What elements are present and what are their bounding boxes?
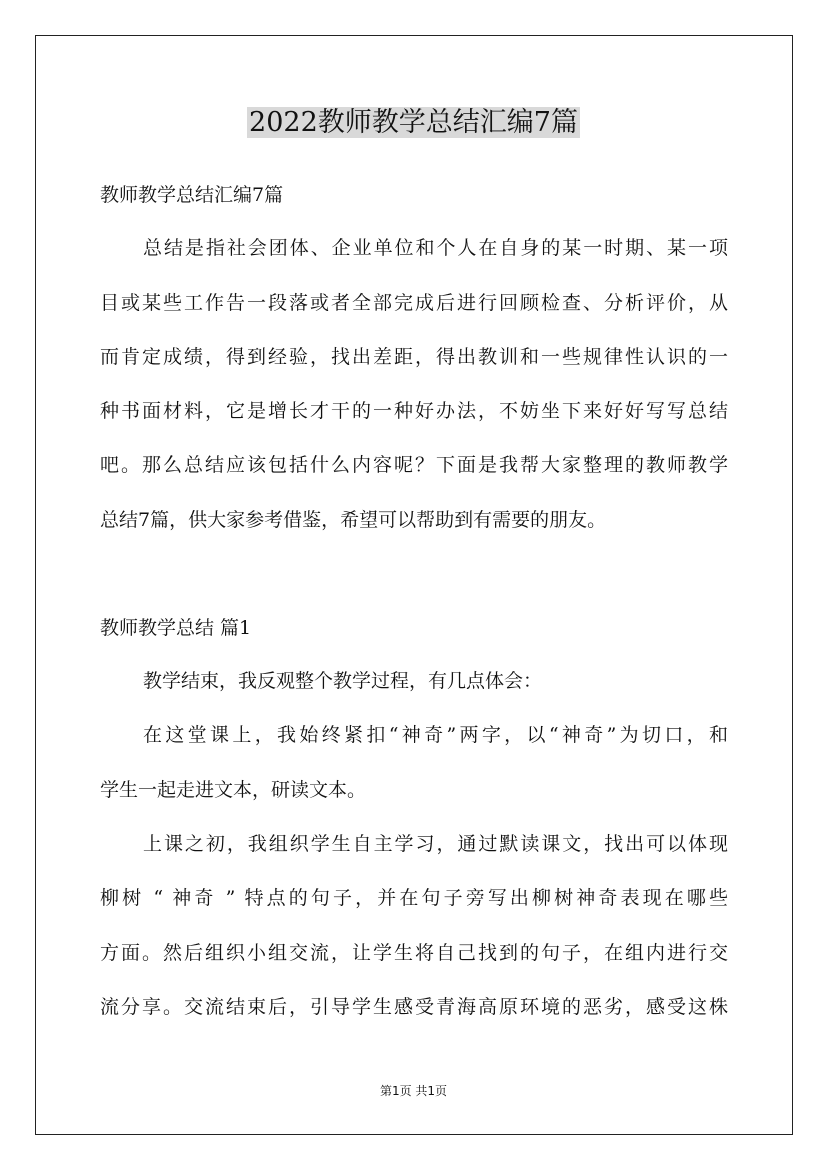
paragraph-line: 学生一起走进文本，研读文本。 [100, 779, 367, 801]
paragraph-line: 柳树 “ 神奇 ” 特点的句子，并在句子旁写出柳树神奇表现在哪些 [100, 887, 728, 909]
section-heading: 教师教学总结 篇1 [100, 617, 252, 639]
paragraph-line: 总结是指社会团体、企业单位和个人在自身的某一时期、某一项 [143, 237, 728, 259]
paragraph-line: 目或某些工作告一段落或者全部完成后进行回顾检查、分析评价，从 [100, 292, 728, 314]
paragraph-line: 上课之初，我组织学生自主学习，通过默读课文，找出可以体现 [143, 833, 728, 855]
paragraph-line: 种书面材料，它是增长才干的一种好办法，不妨坐下来好好写写总结 [100, 400, 728, 422]
paragraph-line: 流分享。交流结束后，引导学生感受青海高原环境的恶劣，感受这株 [100, 996, 728, 1018]
paragraph-line: 而肯定成绩，得到经验，找出差距，得出教训和一些规律性认识的一 [100, 346, 728, 368]
document-title [0, 103, 827, 143]
paragraph-line: 吧。那么总结应该包括什么内容呢？下面是我帮大家整理的教师教学 [100, 454, 728, 476]
paragraph-line: 在这堂课上，我始终紧扣“神奇”两字，以“神奇”为切口，和 [143, 724, 728, 746]
page-footer: 第1页 共1页 [379, 1084, 448, 1098]
paragraph-line: 教学结束，我反观整个教学过程，有几点体会： [143, 670, 543, 692]
paragraph-line: 总结7篇，供大家参考借鉴，希望可以帮助到有需要的朋友。 [100, 509, 607, 531]
paragraph-line: 方面。然后组织小组交流，让学生将自己找到的句子，在组内进行交 [100, 942, 728, 964]
document-title-text: 2022教师教学总结汇编7篇 [249, 107, 578, 138]
document-subtitle: 教师教学总结汇编7篇 [100, 184, 284, 206]
